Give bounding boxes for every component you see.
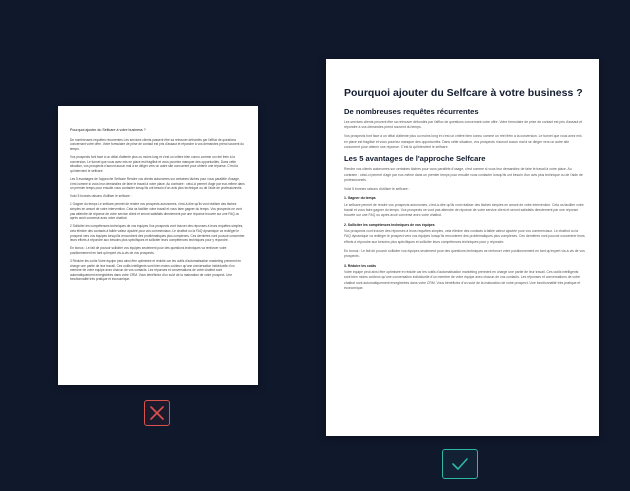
check-icon	[451, 457, 469, 471]
right-doc-paragraph: Rendre vos clients autonomes sur certaines tâches pour vous parallèle d'usage, c'est comme si vous leur demandiez de faire le travail à votre place. Au contraire : celui-ci permet d'agir par eux-même dans un premier temps pour ensuite vous contacter lorsqu'ils ont besoin d'un avis plus technique ou de l'aide de professionnels.	[344, 167, 583, 182]
right-doc-paragraph: Le selfcare permet de rendre vos prospects autonomes, c'est-à-dire qu'ils vont réaliser des tâches simples en amont de votre intervention. Cela va faciliter votre travail et vous faire gagner du temps. Vos prospects ne vont pas attendre de réponse de votre service client et seront satisfaits directement par une réponse trouvée sur une FAQ ou après avoir conversé avec votre chatbot.	[344, 202, 584, 218]
right-doc-paragraph: Les services clients peuvent être sa retrouver débordés par l'afflux de questions concernant votre offre. Votre formulaire de prise de contact est pris d'assaut et répondre à vos demandes prend souvent du temps.	[344, 119, 583, 130]
left-doc-paragraph: 2 Solliciter les compétences techniques de vos équipes Vos prospects vont trouver des réponses à leurs requêtes simples, cela élimine des contacts à faible valeur ajoutée pour vos commerciaux. Le chatbot ou la FAQ dynamique va rediriger le prospect vers vos équipes lorsqu'ils rencontrent des problématiques plus complexes. Ces dernières vont pouvoir concentrer leurs efforts à répondre aux besoins plus spécifiques et solliciter leurs compétences techniques pour y répondre.	[70, 224, 245, 243]
section-heading-requetes: De nombreuses requêtes récurrentes	[344, 106, 479, 116]
right-doc-paragraph: Votre équipe peut ainsi être optimisée et réduite car les outils d'automatisation marketing prennent en charge une partie de leur travail. Ces outils intelligents sont bien moins coûteux qu'une conversation individuelle d'un membre de votre équipe avec chacun de vos contacts. Les réponses et conversations de votre chatbot sont automatiquement enregistrées dans votre CRM. Vous bénéficiez d'un suivi de la maturation de votre prospect. Une fonctionnalité très pratique et économique.	[344, 270, 581, 290]
unformatted-document	[58, 106, 258, 385]
left-doc-paragraph: De nombreuses requêtes récurrentes Les services clients passent être sa retrouver débordés par l'afflux de questions concernant votre offre. Votre formulaire de prise de contact est pris d'assaut et répondre à vos demandes prend souvent du temps.	[70, 137, 244, 151]
right-doc-title: Pourquoi ajouter du Selfcare à votre business ?	[344, 87, 583, 99]
left-doc-paragraph: En bonus : Le fait de pouvoir solliciter vos équipes seulement pour des questions techniques va renforcer votre positionnement en tant qu'expert vis-à-vis de vos prospects.	[70, 246, 227, 255]
item-heading-gagner-temps: 1. Gagner du temps	[344, 196, 376, 201]
section-heading-avantages: Les 5 avantages de l'approche Selfcare	[344, 154, 486, 164]
item-heading-competences: 2. Solliciter les compétences techniques de vos équipes	[344, 222, 435, 227]
left-doc-paragraph: 3 Réduire les coûts Votre équipe peut ainsi être optimisée et réduite car les outils d'automatisation marketing prennent en charge une partie de leur travail. Ces outils intelligents sont bien moins coûteux qu'une conversation individuelle d'un membre de votre équipe avec chacun de vos contacts. Les réponses et conversations de votre chatbot sont automatiquement enregistrées dans votre CRM. Vous bénéficiez d'un suivi de la maturation de votre prospect. Une fonctionnalité très pratique et économique.	[70, 258, 242, 282]
right-doc-paragraph: Vos prospects vont trouver des réponses à leurs requêtes simples, cela élimine des contacts à faible valeur ajoutée pour vos commerciaux. Le chatbot ou la FAQ dynamique va rediriger le prospect vers vos équipes lorsqu'ils rencontrent des problématiques plus complexes. Ces dernières vont pouvoir concentrer leurs efforts à répondre aux besoins plus spécifiques et solliciter leurs compétences techniques pour y répondre.	[344, 229, 585, 244]
left-doc-paragraph: Vos prospects font face à un délai d'attente plus ou moins long et c'est un critère bien connu comme un réel frein à la conversion. Le tunnel que vous avez mis en place est fragilisé et vous pourriez manquer des opportunités. Dans cette situation, vos prospects n'auront aucun mal à se diriger vers un autre site concurrent pour obtenir une réponse. C'est là qu'intervient le selfcare.	[70, 154, 238, 173]
item-heading-couts: 3. Réduire les coûts	[344, 263, 377, 268]
left-doc-title: Pourquoi ajouter du Selfcare à votre business ?	[70, 128, 146, 132]
right-doc-paragraph: Voici 5 bonnes raisons d'utiliser le selfcare :	[344, 187, 410, 192]
left-doc-paragraph: Les 5 avantages de l'approche Selfcare Rendre vos clients autonomes sur certaines tâches pour vous parallèle d'usage, c'est comme si vous leur demandiez de faire le travail à votre place. Au contraire : celui-ci permet d'agir par eux-même dans un premier temps pour ensuite vous contacter lorsqu'ils ont besoin d'un avis plus technique ou de l'aide de professionnels.	[70, 176, 245, 191]
formatted-document	[326, 59, 599, 436]
reject-badge	[144, 400, 170, 426]
right-doc-paragraph: Vos prospects font face à un délai d'attente plus ou moins long et c'est un critère bien connu comme un réel frein à la conversion. Le tunnel que vous avez mis en place est fragilisé et vous pourriez manquer des opportunités. Dans cette situation, vos prospects n'auront aucun mal à se diriger vers un autre site concurrent pour obtenir une réponse. C'est là qu'intervient le selfcare.	[344, 134, 582, 149]
right-doc-paragraph: En bonus : Le fait de pouvoir solliciter vos équipes seulement pour des questions techniques va renforcer votre positionnement en tant qu'expert vis-à-vis de vos prospects.	[344, 249, 585, 259]
accept-badge	[442, 449, 478, 479]
left-doc-paragraph: 1 Gagner du temps Le selfcare permet de rendre vos prospects autonomes, c'est-à-dire qu'ils vont réaliser des tâches simples en amont de votre intervention. Cela va faciliter votre travail et vous faire gagner du temps. Vos prospects ne vont pas attendre de réponse de votre service client et seront satisfaits directement par une réponse trouvée sur une FAQ ou après avoir conversé avec votre chatbot.	[70, 202, 242, 221]
cross-icon	[149, 405, 165, 421]
left-doc-paragraph: Voici 5 bonnes raisons d'utiliser le selfcare :	[70, 194, 132, 199]
